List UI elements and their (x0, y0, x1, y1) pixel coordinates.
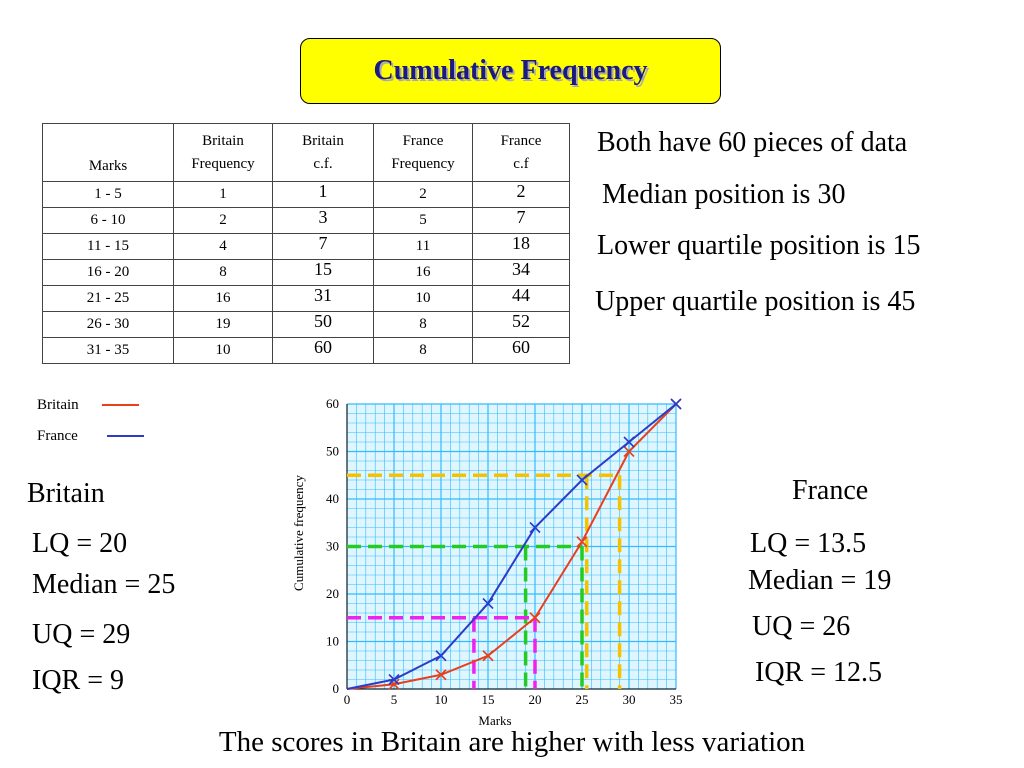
cell-marks: 31 - 35 (43, 338, 174, 364)
conclusion: The scores in Britain are higher with less variation (218, 726, 806, 758)
britain-iqr: IQR = 9 (32, 665, 125, 696)
cell-britain-cf: 7 (273, 234, 374, 260)
y-tick-label: 10 (326, 633, 339, 649)
cell-france-cf: 18 (473, 234, 570, 260)
britain-median: Median = 25 (32, 569, 176, 600)
statement-median-position: Median position is 30 (602, 179, 846, 210)
cell-britain-cf: 1 (273, 182, 374, 208)
cell-france-cf: 2 (473, 182, 570, 208)
cell-britain-frequency: 2 (174, 208, 273, 234)
cell-britain-cf: 31 (273, 286, 374, 312)
france-uq: UQ = 26 (752, 611, 851, 642)
britain-lq: LQ = 20 (32, 528, 128, 559)
cell-france-frequency: 16 (374, 260, 473, 286)
cell-britain-cf: 60 (273, 338, 374, 364)
cell-marks: 26 - 30 (43, 312, 174, 338)
cell-france-cf: 52 (473, 312, 570, 338)
y-tick-label: 30 (326, 538, 339, 554)
header-marks: Marks (43, 124, 174, 182)
legend-britain-label: Britain (37, 397, 79, 413)
header-britain-cf: Britain c.f. (273, 124, 374, 182)
x-tick-label: 25 (575, 692, 589, 707)
cell-france-cf: 7 (473, 208, 570, 234)
cell-marks: 21 - 25 (43, 286, 174, 312)
cell-france-cf: 60 (473, 338, 570, 364)
header-france-cf: France c.f (473, 124, 570, 182)
y-tick-label: 60 (326, 396, 339, 411)
y-tick-label: 0 (332, 681, 339, 696)
y-tick-label: 40 (326, 491, 339, 506)
header-britain-frequency: Britain Frequency (174, 124, 273, 182)
cell-france-frequency: 5 (374, 208, 473, 234)
cell-britain-frequency: 1 (174, 182, 273, 208)
x-tick-label: 5 (390, 692, 398, 707)
cell-britain-frequency: 10 (174, 338, 273, 364)
legend (37, 397, 144, 444)
cell-marks: 6 - 10 (43, 208, 174, 234)
x-tick-label: 30 (622, 692, 636, 707)
cell-marks: 11 - 15 (43, 234, 174, 260)
x-tick-label: 0 (343, 692, 351, 707)
page-title: Cumulative Frequency (373, 55, 648, 86)
cell-france-frequency: 11 (374, 234, 473, 260)
x-tick-label: 20 (528, 692, 542, 707)
cell-britain-frequency: 4 (174, 234, 273, 260)
statement-uq-position: Upper quartile position is 45 (595, 286, 916, 317)
cell-marks: 16 - 20 (43, 260, 174, 286)
x-tick-label: 10 (434, 692, 448, 707)
y-tick-label: 50 (326, 443, 339, 459)
y-tick-label: 20 (326, 586, 339, 601)
cell-france-frequency: 8 (374, 312, 473, 338)
cell-britain-frequency: 16 (174, 286, 273, 312)
britain-uq: UQ = 29 (32, 619, 131, 650)
france-lq: LQ = 13.5 (750, 528, 867, 559)
cell-britain-frequency: 19 (174, 312, 273, 338)
cell-britain-frequency: 8 (174, 260, 273, 286)
legend-france-label: France (37, 428, 78, 444)
y-axis-label: Cumulative frequency (291, 475, 306, 591)
cell-britain-cf: 50 (273, 312, 374, 338)
france-heading: France (792, 475, 869, 506)
statement-lq-position: Lower quartile position is 15 (597, 230, 921, 261)
france-iqr: IQR = 12.5 (755, 657, 883, 688)
cell-marks: 1 - 5 (43, 182, 174, 208)
britain-heading: Britain (27, 478, 105, 509)
cell-france-cf: 44 (473, 286, 570, 312)
cell-france-cf: 34 (473, 260, 570, 286)
cell-britain-cf: 3 (273, 208, 374, 234)
header-france-frequency: France Frequency (374, 124, 473, 182)
cell-france-frequency: 8 (374, 338, 473, 364)
x-tick-label: 35 (669, 692, 683, 707)
statement-data-count: Both have 60 pieces of data (597, 127, 908, 158)
france-median: Median = 19 (748, 565, 892, 596)
cell-france-frequency: 2 (374, 182, 473, 208)
cell-france-frequency: 10 (374, 286, 473, 312)
cell-britain-cf: 15 (273, 260, 374, 286)
x-axis-label: Marks (478, 713, 512, 728)
x-tick-label: 15 (481, 692, 495, 707)
